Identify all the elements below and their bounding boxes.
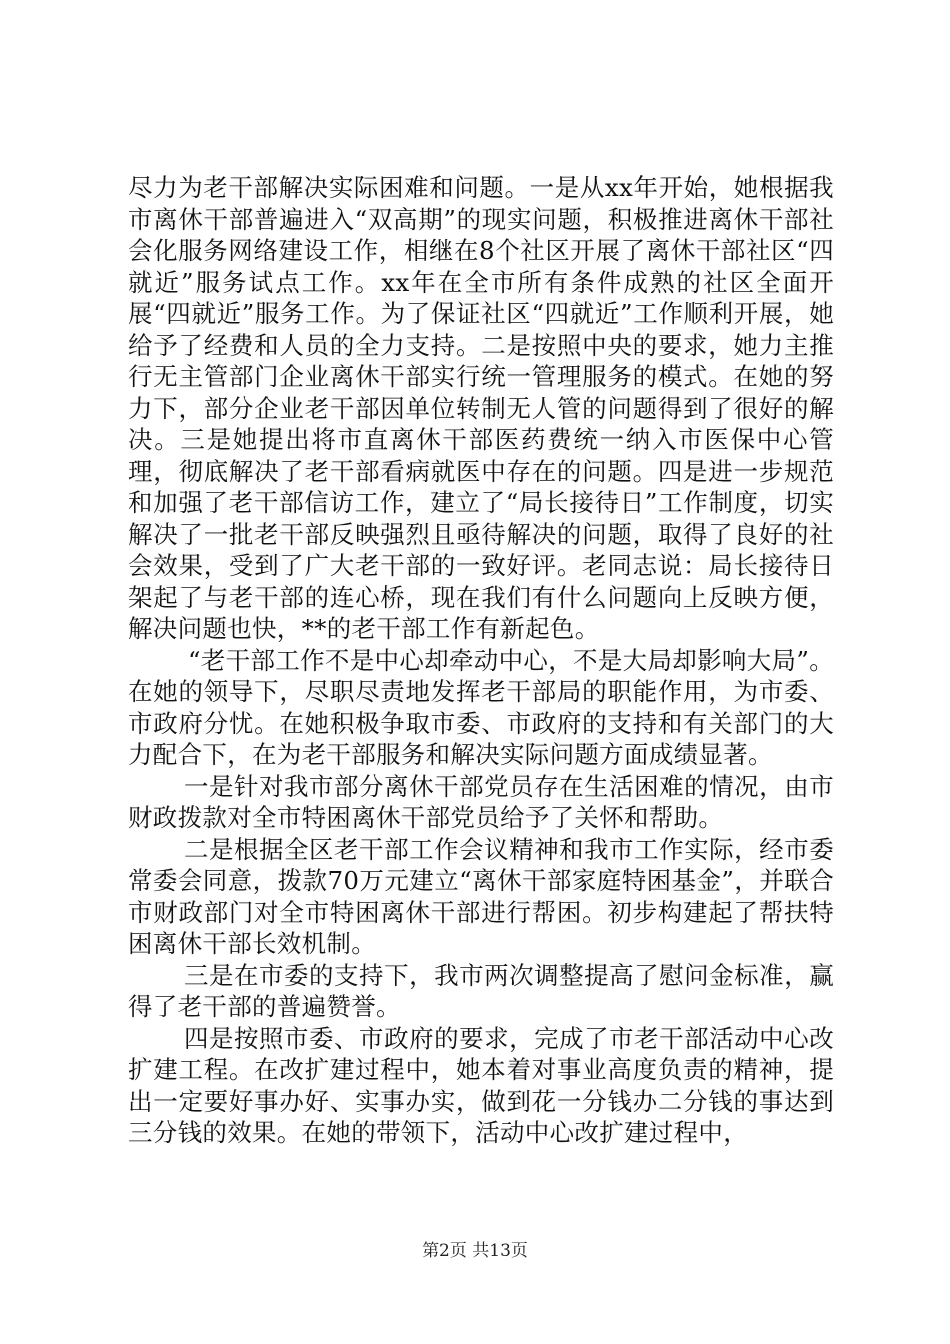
paragraph-5: 三是在市委的支持下，我市两次调整提高了慰问金标准，赢得了老干部的普遍赞誉。 [128, 960, 834, 1021]
paragraph-2: “老干部工作不是中心却牵动中心，不是大局却影响大局”。在她的领导下，尽职尽责地发挥老干部局的职能作用，为市委、市政府分忧。在她积极争取市委、市政府的支持和有关部门的大力配合下，在为老干部服务和解决实际问题方面成绩显著。 [128, 645, 834, 769]
paragraph-1: 尽力为老干部解决实际困难和问题。一是从xx年开始，她根据我市离休干部普遍进入“双高期”的现实问题，积极推进离休干部社会化服务网络建设工作，相继在8个社区开展了离休干部社区“四就近”服务试点工作。xx年在全市所有条件成熟的社区全面开展“四就近”服务工作。为了保证社区“四就近”工作顺利开展，她给予了经费和人员的全力支持。二是按照中央的要求，她力主推行无主管部门企业离休干部实行统一管理服务的模式。在她的努力下，部分企业老干部因单位转制无人管的问题得到了很好的解决。三是她提出将市直离休干部医药费统一纳入市医保中心管理，彻底解决了老干部看病就医中存在的问题。四是进一步规范和加强了老干部信访工作，建立了“局长接待日”工作制度，切实解决了一批老干部反映强烈且亟待解决的问题，取得了良好的社会效果，受到了广大老干部的一致好评。老同志说：局长接待日架起了与老干部的连心桥，现在我们有什么问题向上反映方便，解决问题也快，**的老干部工作有新起色。 [128, 173, 834, 643]
paragraph-3: 一是针对我市部分离休干部党员存在生活困难的情况，由市财政拨款对全市特困离休干部党员给予了关怀和帮助。 [128, 771, 834, 832]
paragraph-4: 二是根据全区老干部工作会议精神和我市工作实际，经市委常委会同意，拨款70万元建立“离休干部家庭特困基金”，并联合市财政部门对全市特困离休干部进行帮困。初步构建起了帮扶特困离休干部长效机制。 [128, 834, 834, 958]
document-body [128, 172, 834, 1149]
paragraph-6: 四是按照市委、市政府的要求，完成了市老干部活动中心改扩建工程。在改扩建过程中，她本着对事业高度负责的精神，提出一定要好事办好、实事办实，做到花一分钱办二分钱的事达到三分钱的效果。在她的带领下，活动中心改扩建过程中， [128, 1023, 834, 1147]
page-number-footer: 第2页 共13页 [422, 1241, 528, 1261]
